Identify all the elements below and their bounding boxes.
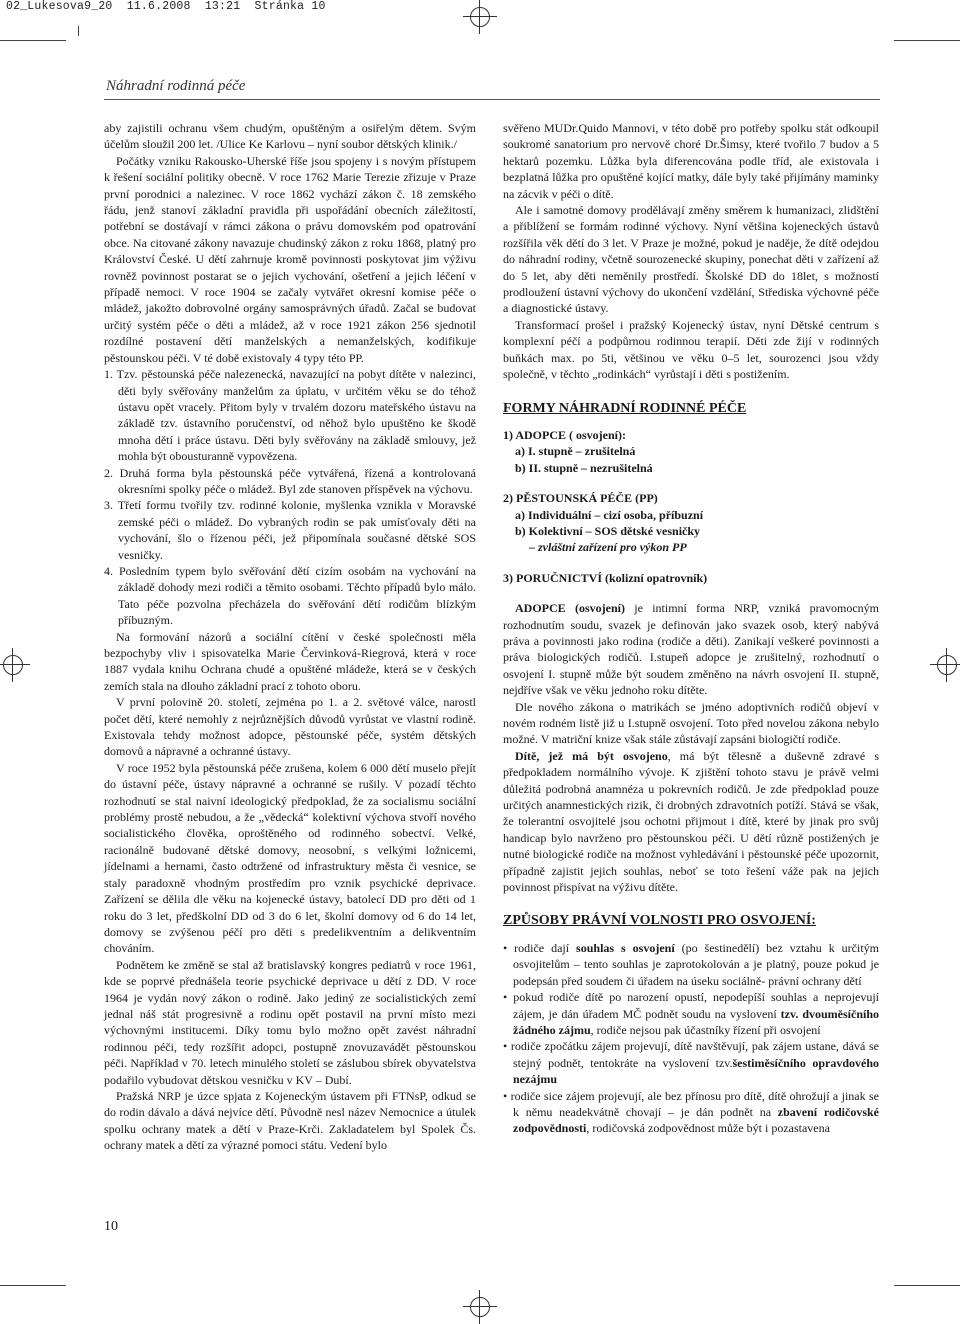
paragraph: Dítě, jež má být osvojeno, má být tělesně a duševně zdravé s předpokladem normálního vývoje. K zjištění tohoto stavu je právě velmi důležitá podrobná anamnéza u pokrevních rodičů. Je zde předpoklad pouze určitých anamnestických rizik, či drobných zdravotních potíží. Stává se však, že tolerantní osvojitelé jsou ochotni přijmout i dítě, které by jinak pro svůj handicap bylo navrženo pro pěstounskou péči. U dětí různě postižených je nutné biologické rodiče na možnost vyhledávání i pěstounské péče upozornit, případně zajistit jejich souhlas, neboť se toto řešení váže pak na jejich povinnost přispívat na výživu dítěte. [503, 748, 879, 895]
paragraph: V první polovině 20. století, zejména po 1. a 2. světové válce, narostl počet dětí, které nemohly z nejrůznějších důvodů vyrůstat ve vlastní rodině. Existovala tehdy možnost adopce, pěstounské péče, systém dětských domovů a nápravné a ochranné ústavy. [104, 695, 476, 759]
form-subitem: – zvláštní zařízení pro výkon PP [529, 540, 687, 555]
paragraph: ADOPCE (osvojení) je intimní forma NRP, vzniká pravomocným rozhodnutím soudu, svazek je definován jako svazek osob, který nabývá práva a povinnosti jako rodina (rodiče a děti). Zanikají veškeré povinnosti a práva biologických rodičů. I.stupeň adopce je zrušitelný, rozhodnutí o osvojení I. stupně může být soudem změněno na návrh osvojení II. stupně, nejdříve však ve věku jednoho roku dítěte. [503, 601, 879, 698]
bullet-item: • pokud rodiče dítě po narození opustí, nepodepíší souhlas a neprojevují zájem, je dán úřadem MČ podnět soudu na vyslovení tzv. dvouměsíčního žádného zájmu, rodiče nejsou pak účastníky řízení při osvojení [503, 990, 880, 1037]
list-item: 3. Třetí formu tvořily tzv. rodinné kolonie, myšlenka vznikla v Moravské zemské péči o mládež. Do vybraných rodin se pak umísťovaly děti na vychování, šlo o řízenou péči, jež připomínala současné dětské SOS vesničky. [104, 498, 476, 562]
bullet-item: • rodiče dají souhlas s osvojení (po šestinedělí) bez vztahu k určitým osvojitelům – tento souhlas je zaprotokolován a je platný, pouze pokud je podepsán před soudem či úřadem na úseku sociálně- právní ochrany dětí [503, 940, 879, 988]
form-subitem: a) I. stupně – zrušitelná [515, 444, 636, 459]
crop-mark [78, 26, 79, 36]
paragraph: Počátky vzniku Rakousko-Uherské říše jsou spojeny i s novým přístupem k řešení sociální politiky obecně. V roce 1762 Marie Terezie zřizuje v Praze první porodnici a nalezinec. V roce 1862 vychází zákon č. 18 zemského řádu, jenž stanoví základní pravidla při uspořádání obecních záležitostí, potřební se dostávají v rámci zákona o právu domovském pod opatrování obce. Na citované zákony navazuje chudinský zákon z roku 1868, platný pro Království České. U dětí zahrnuje kromě povinnosti poskytovat jim výživu rovněž povinnost postarat se o jejich vychování, ošetření a jejich léčení v případě nemoci. V roce 1904 se začaly vytvářet okresní komise péče o mládež, jakožto dobrovolné orgány samosprávných úřadů. Začal se budovat určitý systém péče o děti a mládež, až v roce 1921 zákon 256 sjednotil rozdílné postavení dětí manželských a nemanželských, kodifikuje pěstounskou péči. V té době existovaly 4 typy této PP. [104, 153, 476, 365]
section-title: ZPŮSOBY PRÁVNÍ VOLNOSTI PRO OSVOJENÍ: [503, 913, 816, 929]
paragraph: Transformací prošel i pražský Kojenecký ústav, nyní Dětské centrum s komplexní péčí a podpůrnou rodinnou terapií. Děti zde žijí v rodinných buňkách max. po 5ti, většinou ve věku 0–5 let, sourozenci jsou vždy společně, v těchto „rodinkách“ vyrůstají i děti s postižením. [503, 317, 879, 382]
print-slug: 02_Lukesova9_20 11.6.2008 13:21 Stránka 10 [6, 0, 326, 13]
registration-mark-left [0, 648, 30, 682]
header-rule [104, 99, 880, 100]
bullet-item: • rodiče zpočátku zájem projevují, dítě navštěvují, pak zájem ustane, dává se stejný podnět, tentokráte na vyslovení tzv.šestiměsíčního opravdového nezájmu [503, 1039, 879, 1087]
paragraph: Dle nového zákona o matrikách se jméno adoptivních rodičů objeví v novém rodném listě již u I.stupně osvojení. Toto před novelou zákona nebylo možné. V matriční knize však stále zůstávají zapsáni biologičtí rodiče. [503, 699, 879, 747]
paragraph: svěřeno MUDr.Quido Mannovi, v této době pro potřeby spolku stát odkoupil soukromé sanatorium pro nervově choré Dr.Šimsy, které tvořilo 7 budov a 5 hektarů pozemku. Lůžka byla diferencována podle tříd, ale existovala i bezplatná lůžka pro opuštěné kojící matky, dále byly také přijímány maminky na zácvik v péči o dítě. [503, 121, 879, 201]
form-subitem: b) Kolektivní – SOS dětské vesničky [515, 523, 701, 538]
paragraph: Pražská NRP je úzce spjata z Kojeneckým ústavem při FTNsP, odkud se do rodin dávalo a dává nejvíce dětí. Původně nesl název Nemocnice a útulek spolku ochrany matek a dětí v Praze-Krči. Zakladatelem byl Spolek Čs. ochrany matek a dětí za výrazné pomoci státu. Vedení bylo [104, 1088, 476, 1153]
paragraph: Podnětem ke změně se stal až bratislavský kongres pediatrů v roce 1961, kde se poprvé přednášela teorie psychické deprivace u dětí z DD. V roce 1964 je vydán nový zákon o rodině. Jako jediný ze socialistických zemí jednal náš stát progresivně a rodinu opět postavil na první místo mezi výchovnými institucemi. Díky tomu bylo možno opět zavést náhradní rodinnou péči, tedy rozšířit adopci, postupně znovuzavádět pěstounskou péči. Například v 70. letech minulého století se záslubou sbírek obyvatelstva podařilo vybudovat dětskou vesničku v KV – Dubí. [104, 957, 476, 1087]
paragraph: V roce 1952 byla pěstounská péče zrušena, kolem 6 000 dětí muselo přejít do ústavní péče, ústavy nápravné a ochranné se rušily. V pozadí těchto rozhodnutí se stal naivní ideologický předpoklad, že za socialismu sociální problémy prostě nebudou, a že „vědecká“ kolektivní výchova stvoří nového socialistického člověka, oproštěného od rodinného sobectví. Velké, racionálně budované dětské domovy, neosobní, s velkými ložnicemi, jídelnami a hernami, často odtržené od infrastruktury města či vesnice, se staly paradoxně vhodným prostředím pro vznik psychické deprivace. Zařízení se dělila dle věku na kojenecké ústavy, batolecí DD pro děti od 1 roku do 3 let, předškolní DD od 3 do 6 let, školní domovy od 6 do 14 let, domovy se zvýšenou péčí pro děti s predelikventním a delikventním chováním. [104, 760, 476, 956]
page-number: 10 [104, 1219, 118, 1234]
form-heading: 3) PORUČNICTVÍ (kolizní opatrovník) [503, 570, 708, 585]
list-item: 1. Tzv. pěstounská péče nalezenecká, navazující na pobyt dítěte v nalezinci, děti byly svěřovány manželům za úplatu, v určitém věku se do téhož ústavu opět vracely. Přitom byly v trvalém dozoru mateřského ústavu na základě tzv. ústavního poručenství, od něhož bylo upuštěno ke škodě mnoha dětí i práce ústavu. Děti byly svěřovány na základě smlouvy, jež mohla být obousturanně vypovězena. [104, 367, 476, 464]
bullet-item: • rodiče sice zájem projevují, ale bez přínosu pro dítě, dítě ohrožují a jinak se k němu neadekvátně chovají – je dán podnět na zbavení rodičovské zodpovědnosti, rodičovská zodpovědnost může být i pozastavena [503, 1088, 879, 1136]
paragraph: aby zajistili ochranu všem chudým, opuštěným a osiřelým dětem. Svým účelům sloužil 200 let. /Ulice Ke Karlovu – nyní soubor dětských klinik./ [104, 121, 476, 152]
section-title: FORMY NÁHRADNÍ RODINNÉ PÉČE [503, 400, 747, 416]
form-heading: 2) PĚSTOUNSKÁ PÉČE (PP) [503, 491, 658, 506]
list-item: 4. Posledním typem bylo svěřování dětí cizím osobám na vychování na základě dohody mezi rodiči a těmito osobami. Těchto případů bylo málo. Tato péče pozvolna přecházela do svěřování dětí rodičům blízkým příbuzným. [104, 563, 476, 628]
registration-mark-bottom [463, 1290, 497, 1324]
paragraph: Ale i samotné domovy prodělávají změny směrem k humanizaci, zlidštění a přiblížení se formám rodinné výchovy. Nyní většina kojeneckých ústavů rozšířila věk dětí do 3 let. V Praze je možné, pokud je naděje, že dítě odejdou do náhradní rodiny, včetně sourozenecké skupiny, ponechat děti v zařízení až do 5 let, aby děti neměnily prostředí. Školské DD do 18let, s možností prodloužení ústavní výchovy do ukončení vzdělání, Střediska výchovné péče a diagnostické ústavy. [503, 203, 879, 316]
crop-mark [894, 40, 960, 41]
crop-mark [894, 1285, 960, 1286]
crop-mark [0, 40, 66, 41]
list-item: 2. Druhá forma byla pěstounská péče vytvářená, řízená a kontrolovaná okresními spolky péče o mládež. Byl zde stanoven příspěvek na výchovu. [104, 465, 476, 496]
registration-mark-top [463, 0, 497, 34]
right-column [503, 120, 879, 1137]
running-head: Náhradní rodinná péče [106, 78, 246, 94]
form-heading: 1) ADOPCE ( osvojení): [503, 427, 626, 442]
form-subitem: a) Individuální – cizí osoba, příbuzní [515, 507, 704, 522]
crop-mark [0, 1285, 66, 1286]
registration-mark-right [930, 648, 960, 682]
left-column [104, 120, 476, 1154]
form-subitem: b) II. stupně – nezrušitelná [515, 460, 653, 475]
paragraph: Na formování názorů a sociální cítění v české společnosti měla bezpochyby vliv i spisovatelka Marie Červinková-Riegrová, která v roce 1887 vydala knihu Ochrana chudé a opuštěné mládeže, která se v českých zemích stala na dlouho základní prací z tohoto oboru. [104, 629, 476, 693]
